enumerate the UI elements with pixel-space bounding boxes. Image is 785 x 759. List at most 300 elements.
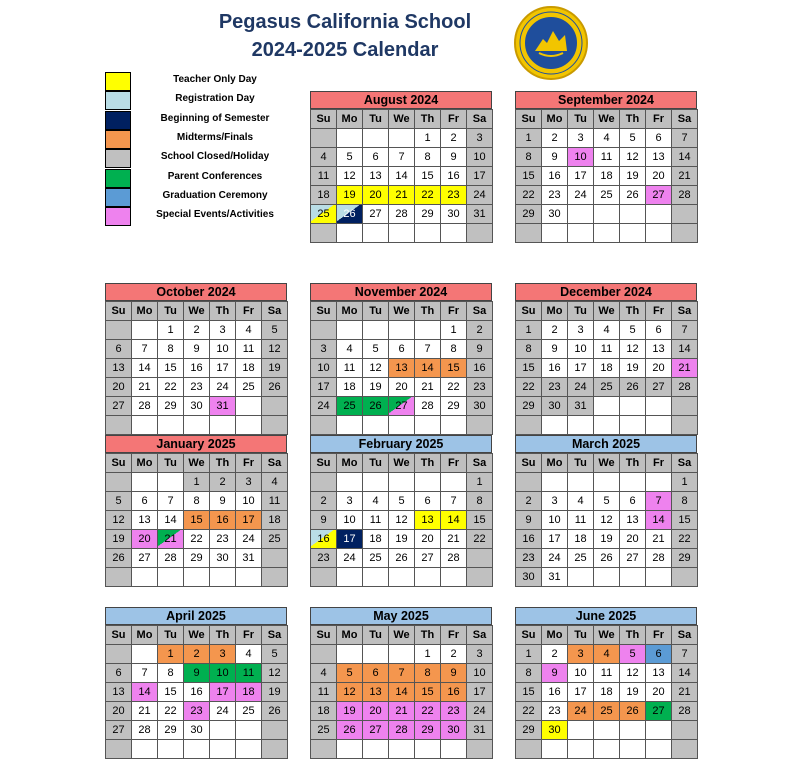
day-cell: 11: [594, 148, 620, 167]
day-cell: 28: [389, 205, 415, 224]
day-cell: 8: [467, 492, 493, 511]
day-cell: 31: [568, 397, 594, 416]
day-cell: 30: [516, 568, 542, 587]
empty-cell: [337, 645, 363, 664]
day-cell: 9: [311, 511, 337, 530]
empty-cell: [236, 568, 262, 587]
day-cell: 17: [210, 683, 236, 702]
empty-cell: [415, 568, 441, 587]
day-cell: 1: [158, 645, 184, 664]
month-title: September 2024: [515, 91, 697, 109]
day-cell: 14: [132, 359, 158, 378]
day-cell: 19: [594, 530, 620, 549]
empty-cell: [415, 740, 441, 759]
day-cell: 14: [672, 148, 698, 167]
day-cell: 25: [337, 397, 363, 416]
day-cell: 25: [236, 702, 262, 721]
day-cell: 26: [620, 186, 646, 205]
day-cell: 29: [415, 205, 441, 224]
day-cell: 22: [415, 186, 441, 205]
day-cell: 9: [467, 340, 493, 359]
empty-cell: [620, 721, 646, 740]
day-cell: 8: [516, 340, 542, 359]
day-header: We: [389, 626, 415, 645]
day-cell: 7: [672, 645, 698, 664]
day-cell: 21: [646, 530, 672, 549]
day-cell: 4: [363, 492, 389, 511]
empty-cell: [262, 549, 288, 568]
day-cell: 30: [542, 205, 568, 224]
empty-cell: [132, 740, 158, 759]
day-header: Mo: [542, 454, 568, 473]
day-header: Tu: [568, 454, 594, 473]
day-cell: 13: [415, 511, 441, 530]
legend-item-special: [105, 207, 305, 226]
empty-cell: [363, 645, 389, 664]
day-cell: 16: [467, 359, 493, 378]
day-cell: 19: [620, 359, 646, 378]
day-cell: 18: [311, 702, 337, 721]
day-cell: 22: [158, 702, 184, 721]
day-cell: 3: [568, 321, 594, 340]
day-cell: 4: [568, 492, 594, 511]
day-cell: 16: [311, 530, 337, 549]
day-cell: 4: [311, 664, 337, 683]
day-header: Sa: [467, 454, 493, 473]
day-cell: 25: [568, 549, 594, 568]
day-header: We: [184, 454, 210, 473]
month-calendar: [310, 283, 492, 435]
day-cell: 16: [184, 359, 210, 378]
day-cell: 11: [262, 492, 288, 511]
day-cell: 3: [337, 492, 363, 511]
month-title: August 2024: [310, 91, 492, 109]
day-header: Su: [311, 626, 337, 645]
day-header: Mo: [132, 454, 158, 473]
day-cell: 19: [337, 702, 363, 721]
day-header: Su: [516, 302, 542, 321]
empty-cell: [311, 129, 337, 148]
day-cell: 24: [467, 186, 493, 205]
day-cell: 23: [542, 186, 568, 205]
empty-cell: [106, 321, 132, 340]
day-cell: 23: [210, 530, 236, 549]
day-cell: 24: [467, 702, 493, 721]
day-header: Fr: [441, 454, 467, 473]
empty-cell: [441, 568, 467, 587]
day-cell: 27: [106, 721, 132, 740]
day-cell: 28: [672, 186, 698, 205]
day-cell: 7: [132, 340, 158, 359]
day-cell: 3: [542, 492, 568, 511]
empty-cell: [210, 416, 236, 435]
day-cell: 8: [158, 340, 184, 359]
day-cell: 13: [106, 359, 132, 378]
month-grid: [310, 453, 493, 587]
empty-cell: [262, 416, 288, 435]
empty-cell: [568, 721, 594, 740]
day-cell: 4: [594, 645, 620, 664]
empty-cell: [467, 224, 493, 243]
day-header: Mo: [337, 302, 363, 321]
month-title: May 2025: [310, 607, 492, 625]
day-header: Fr: [646, 302, 672, 321]
day-cell: 21: [132, 378, 158, 397]
day-cell: 28: [132, 397, 158, 416]
day-header: Su: [516, 454, 542, 473]
day-cell: 24: [210, 378, 236, 397]
day-cell: 6: [415, 492, 441, 511]
legend-item-midterms: [105, 130, 305, 149]
empty-cell: [672, 568, 698, 587]
day-cell: 22: [415, 702, 441, 721]
day-cell: 10: [311, 359, 337, 378]
empty-cell: [620, 416, 646, 435]
school-seal-logo: [513, 5, 589, 81]
day-cell: 15: [415, 167, 441, 186]
day-cell: 3: [568, 129, 594, 148]
day-cell: 17: [568, 359, 594, 378]
day-cell: 15: [516, 683, 542, 702]
day-cell: 19: [620, 683, 646, 702]
day-header: Sa: [672, 110, 698, 129]
legend-item-closed: [105, 149, 305, 168]
day-cell: 21: [132, 702, 158, 721]
empty-cell: [646, 416, 672, 435]
day-cell: 2: [441, 129, 467, 148]
day-cell: 16: [210, 511, 236, 530]
day-cell: 10: [210, 664, 236, 683]
day-cell: 25: [236, 378, 262, 397]
legend-label: Graduation Ceremony: [162, 189, 268, 201]
empty-cell: [594, 397, 620, 416]
empty-cell: [158, 473, 184, 492]
day-header: Su: [311, 302, 337, 321]
day-cell: 14: [389, 167, 415, 186]
day-header: Tu: [363, 110, 389, 129]
day-cell: 8: [415, 148, 441, 167]
day-cell: 7: [441, 492, 467, 511]
empty-cell: [184, 416, 210, 435]
empty-cell: [620, 397, 646, 416]
day-cell: 10: [337, 511, 363, 530]
day-cell: 17: [311, 378, 337, 397]
month-calendar: [105, 607, 287, 759]
empty-cell: [672, 416, 698, 435]
day-cell: 6: [106, 664, 132, 683]
empty-cell: [516, 224, 542, 243]
day-cell: 16: [441, 683, 467, 702]
day-cell: 17: [467, 167, 493, 186]
month-title: October 2024: [105, 283, 287, 301]
day-cell: 27: [620, 549, 646, 568]
day-cell: 22: [672, 530, 698, 549]
empty-cell: [594, 205, 620, 224]
day-cell: 23: [516, 549, 542, 568]
empty-cell: [337, 321, 363, 340]
empty-cell: [337, 224, 363, 243]
empty-cell: [236, 721, 262, 740]
day-cell: 5: [620, 129, 646, 148]
day-cell: 13: [132, 511, 158, 530]
day-cell: 10: [467, 148, 493, 167]
empty-cell: [441, 224, 467, 243]
day-header: Sa: [467, 302, 493, 321]
day-cell: 24: [568, 186, 594, 205]
day-header: We: [389, 302, 415, 321]
day-cell: 6: [363, 664, 389, 683]
empty-cell: [389, 129, 415, 148]
page-title: [190, 8, 500, 64]
day-cell: 8: [441, 340, 467, 359]
month-title: June 2025: [515, 607, 697, 625]
legend-item-graduation: [105, 188, 305, 207]
day-header: Fr: [441, 626, 467, 645]
day-cell: 13: [106, 683, 132, 702]
day-header: Th: [620, 110, 646, 129]
empty-cell: [132, 473, 158, 492]
day-cell: 1: [415, 129, 441, 148]
day-cell: 18: [363, 530, 389, 549]
day-cell: 12: [262, 664, 288, 683]
month-grid: [515, 625, 698, 759]
empty-cell: [337, 568, 363, 587]
day-cell: 27: [389, 397, 415, 416]
day-cell: 9: [542, 664, 568, 683]
day-cell: 27: [646, 186, 672, 205]
day-cell: 12: [620, 148, 646, 167]
empty-cell: [415, 321, 441, 340]
day-cell: 15: [516, 167, 542, 186]
empty-cell: [106, 645, 132, 664]
empty-cell: [415, 416, 441, 435]
day-cell: 23: [184, 702, 210, 721]
day-cell: 18: [594, 359, 620, 378]
day-cell: 3: [311, 340, 337, 359]
day-cell: 21: [672, 683, 698, 702]
day-cell: 31: [210, 397, 236, 416]
day-cell: 13: [646, 664, 672, 683]
day-cell: 15: [184, 511, 210, 530]
day-cell: 5: [594, 492, 620, 511]
day-cell: 22: [516, 378, 542, 397]
empty-cell: [236, 416, 262, 435]
day-cell: 26: [337, 721, 363, 740]
day-cell: 1: [516, 129, 542, 148]
day-cell: 26: [363, 397, 389, 416]
day-cell: 7: [415, 340, 441, 359]
day-cell: 7: [672, 321, 698, 340]
day-cell: 20: [363, 702, 389, 721]
empty-cell: [363, 129, 389, 148]
day-cell: 7: [158, 492, 184, 511]
day-cell: 12: [262, 340, 288, 359]
day-cell: 17: [568, 167, 594, 186]
empty-cell: [132, 416, 158, 435]
day-cell: 26: [620, 378, 646, 397]
day-cell: 2: [516, 492, 542, 511]
day-cell: 12: [620, 340, 646, 359]
day-cell: 23: [542, 378, 568, 397]
empty-cell: [594, 721, 620, 740]
day-cell: 12: [337, 683, 363, 702]
empty-cell: [568, 205, 594, 224]
empty-cell: [568, 568, 594, 587]
day-header: Mo: [132, 626, 158, 645]
day-cell: 1: [516, 645, 542, 664]
month-calendar: [310, 435, 492, 587]
day-cell: 11: [594, 664, 620, 683]
legend-label: Registration Day: [175, 93, 255, 105]
month-grid: [310, 301, 493, 435]
empty-cell: [467, 568, 493, 587]
day-cell: 17: [568, 683, 594, 702]
day-cell: 12: [620, 664, 646, 683]
empty-cell: [620, 205, 646, 224]
month-calendar: [515, 91, 697, 243]
day-cell: 16: [184, 683, 210, 702]
empty-cell: [311, 416, 337, 435]
day-cell: 25: [363, 549, 389, 568]
day-cell: 22: [184, 530, 210, 549]
day-cell: 21: [441, 530, 467, 549]
day-header: Tu: [363, 626, 389, 645]
day-cell: 1: [516, 321, 542, 340]
day-header: We: [594, 454, 620, 473]
day-header: Tu: [568, 626, 594, 645]
legend-swatch-closed: [105, 149, 131, 168]
day-cell: 2: [184, 645, 210, 664]
day-cell: 12: [389, 511, 415, 530]
day-cell: 21: [389, 702, 415, 721]
day-cell: 15: [441, 359, 467, 378]
day-cell: 30: [210, 549, 236, 568]
day-cell: 19: [620, 167, 646, 186]
day-cell: 4: [594, 321, 620, 340]
day-cell: 30: [542, 397, 568, 416]
empty-cell: [389, 740, 415, 759]
day-header: Sa: [262, 302, 288, 321]
empty-cell: [594, 568, 620, 587]
day-cell: 29: [184, 549, 210, 568]
empty-cell: [646, 397, 672, 416]
day-cell: 21: [672, 359, 698, 378]
month-calendar: [515, 283, 697, 435]
day-cell: 21: [672, 167, 698, 186]
day-cell: 21: [158, 530, 184, 549]
empty-cell: [516, 416, 542, 435]
day-header: We: [594, 302, 620, 321]
day-header: Sa: [262, 454, 288, 473]
day-cell: 22: [158, 378, 184, 397]
empty-cell: [132, 568, 158, 587]
day-cell: 16: [542, 167, 568, 186]
day-cell: 10: [568, 664, 594, 683]
empty-cell: [311, 321, 337, 340]
empty-cell: [210, 721, 236, 740]
day-cell: 20: [363, 186, 389, 205]
day-cell: 29: [441, 397, 467, 416]
day-cell: 4: [594, 129, 620, 148]
empty-cell: [363, 568, 389, 587]
empty-cell: [132, 321, 158, 340]
day-header: Su: [311, 110, 337, 129]
empty-cell: [210, 740, 236, 759]
day-header: Th: [415, 454, 441, 473]
empty-cell: [646, 224, 672, 243]
day-cell: 15: [415, 683, 441, 702]
day-header: Su: [516, 110, 542, 129]
legend-swatch-conference: [105, 169, 131, 188]
day-cell: 7: [389, 148, 415, 167]
empty-cell: [620, 740, 646, 759]
day-cell: 17: [337, 530, 363, 549]
day-cell: 5: [620, 645, 646, 664]
day-cell: 20: [620, 530, 646, 549]
month-grid: [515, 453, 698, 587]
day-cell: 22: [467, 530, 493, 549]
legend-item-registration: [105, 91, 305, 110]
empty-cell: [262, 397, 288, 416]
month-title: December 2024: [515, 283, 697, 301]
day-cell: 10: [542, 511, 568, 530]
day-cell: 30: [184, 397, 210, 416]
day-cell: 1: [672, 473, 698, 492]
empty-cell: [542, 740, 568, 759]
legend-label: Parent Conferences: [167, 170, 263, 182]
day-cell: 19: [106, 530, 132, 549]
day-cell: 2: [542, 645, 568, 664]
day-cell: 4: [337, 340, 363, 359]
empty-cell: [236, 397, 262, 416]
day-cell: 19: [363, 378, 389, 397]
day-cell: 13: [389, 359, 415, 378]
day-cell: 3: [210, 645, 236, 664]
day-cell: 5: [337, 148, 363, 167]
day-cell: 27: [646, 378, 672, 397]
day-cell: 2: [542, 129, 568, 148]
day-cell: 23: [467, 378, 493, 397]
empty-cell: [646, 473, 672, 492]
day-cell: 27: [363, 721, 389, 740]
day-cell: 22: [516, 186, 542, 205]
day-header: We: [594, 110, 620, 129]
day-cell: 14: [646, 511, 672, 530]
day-header: Fr: [236, 302, 262, 321]
day-cell: 18: [337, 378, 363, 397]
day-cell: 15: [158, 683, 184, 702]
day-cell: 8: [184, 492, 210, 511]
day-cell: 14: [132, 683, 158, 702]
day-cell: 4: [311, 148, 337, 167]
legend-swatch-special: [105, 207, 131, 226]
empty-cell: [158, 740, 184, 759]
day-cell: 15: [467, 511, 493, 530]
day-header: Tu: [568, 302, 594, 321]
day-cell: 3: [568, 645, 594, 664]
empty-cell: [620, 473, 646, 492]
day-header: We: [184, 302, 210, 321]
empty-cell: [132, 645, 158, 664]
empty-cell: [441, 473, 467, 492]
day-cell: 24: [568, 378, 594, 397]
day-cell: 25: [262, 530, 288, 549]
empty-cell: [646, 568, 672, 587]
month-calendar: [515, 435, 697, 587]
day-cell: 26: [106, 549, 132, 568]
day-cell: 14: [158, 511, 184, 530]
day-cell: 30: [184, 721, 210, 740]
